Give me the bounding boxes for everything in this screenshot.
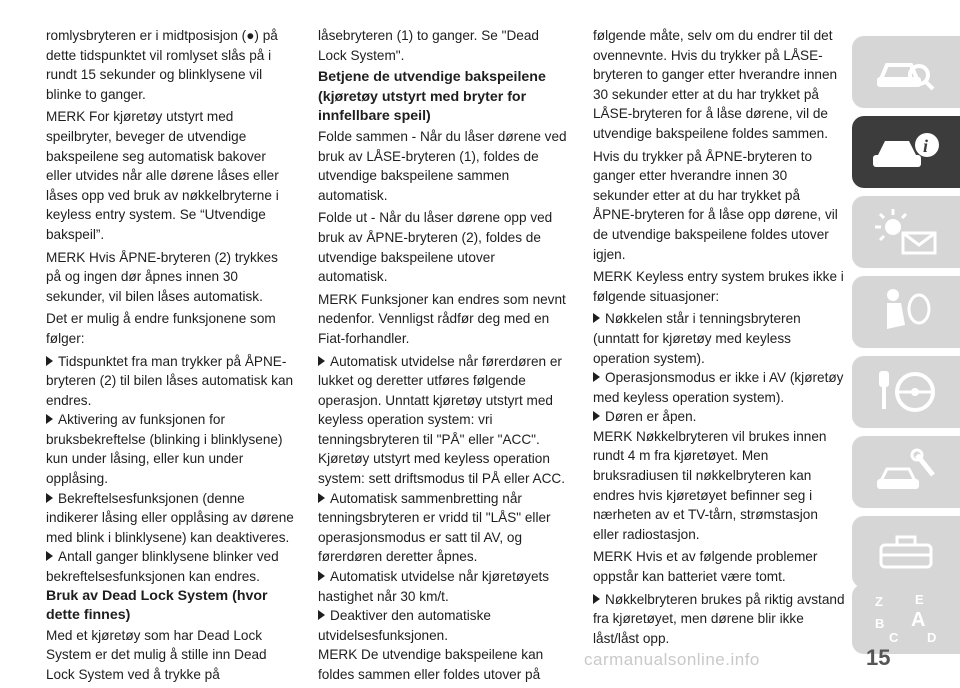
paragraph-text: Betjene de utvendige bakspeilene (kjøretøy utstyrt med bryter for innfellbare speil) (318, 69, 546, 125)
bullet-arrow-icon (593, 407, 605, 427)
bullet-item (593, 590, 845, 649)
paragraph-text: Bekreftelsesfunksjonen (denne indikerer låsing eller opplåsing av dørene med blink i blinklysene) kan deaktiveres. (46, 490, 294, 545)
paragraph-text: følgende måte, selv om du endrer til det ovennevnte. Hvis du trykker på LÅSE-bryteren to ganger etter hverandre innen 30 sekunder etter at du har trykket på LÅSE-bryteren for å låse dørene, vil de utvendige bakspeilene foldes sammen. (593, 28, 838, 141)
section-heading (318, 68, 568, 127)
paragraph (318, 127, 568, 205)
paragraph-text: Hvis du trykker på ÅPNE-bryteren to ganger etter hverandre innen 30 sekunder etter at du har trykket på ÅPNE-bryteren for å låse opp dørene, vil de utvendige bakspeilene foldes utover igjen. (593, 148, 838, 262)
bullet-item (593, 309, 845, 368)
index-letter: A (911, 609, 926, 631)
bullet-item (318, 567, 568, 606)
text-column-2 (318, 26, 568, 688)
svg-text:i: i (923, 136, 929, 156)
bullet-arrow-icon (318, 606, 330, 626)
bullet-arrow-icon (46, 547, 58, 567)
paragraph-text: Tidspunktet fra man trykker på ÅPNE-bryteren (2) til bilen låses automatisk kan endres. (46, 353, 294, 408)
paragraph-text: MERK Hvis ÅPNE-bryteren (2) trykkes på og ingen dør åpnes innen 30 sekunder, vil bilen låses automatisk. (46, 249, 278, 304)
index-letter: E (915, 592, 924, 607)
text-column-1 (46, 26, 294, 688)
paragraph (46, 107, 294, 244)
bullet-item (318, 352, 568, 489)
paragraph (318, 26, 568, 65)
paragraph-text: Nøkkelbryteren brukes på riktig avstand fra kjøretøyet, men dørene blir ikke låst/låst opp. (593, 591, 845, 646)
tab-tools[interactable] (852, 516, 960, 588)
bullet-item (593, 368, 845, 407)
bullet-item (593, 407, 845, 427)
tab-warning-lights[interactable] (852, 196, 960, 268)
tab-airbag-seat[interactable] (852, 276, 960, 348)
paragraph-text: Automatisk utvidelse når førerdøren er lukket og deretter utføres følgende operasjon. Unntatt kjøretøy utstyrt med keyless operation system: vri tenningsbryteren til "PÅ" eller "ACC". Kjøretøy utstyrt med keyless operation system: sett driftsmodus til PÅ eller ACC. (318, 353, 566, 487)
tab-steering-key[interactable] (852, 356, 960, 428)
bullet-arrow-icon (318, 352, 330, 372)
bullet-item (46, 352, 294, 411)
car-search-icon (871, 45, 941, 99)
paragraph-text: låsebryteren (1) to ganger. Se "Dead Lock System". (318, 28, 539, 63)
paragraph (318, 645, 568, 684)
paragraph-text: Nøkkelen står i tenningsbryteren (unntatt for kjøretøy med keyless operation system). (593, 311, 801, 366)
index-letter: B (875, 616, 885, 631)
chapter-sidebar (852, 36, 960, 645)
paragraph-text: Folde sammen - Når du låser dørene ved bruk av LÅSE-bryteren (1), foldes de utvendige bakspeilene sammen automatisk. (318, 128, 567, 203)
airbag-seat-icon (871, 285, 941, 339)
bullet-arrow-icon (46, 489, 58, 509)
tab-car-info[interactable] (852, 116, 960, 188)
warning-lights-icon (871, 205, 941, 259)
index-letter: C (889, 630, 899, 645)
bullet-arrow-icon (46, 410, 58, 430)
paragraph-text: MERK For kjøretøy utstyrt med speilbryter, beveger de utvendige bakspeilene seg automatisk bakover eller utvides når alle dørene låses eller låses opp ved bruk av nøkkelbryterne i keyless entry system. Se “Utvendige bakspeil”. (46, 109, 279, 242)
index-letter: D (927, 630, 937, 645)
paragraph (46, 26, 294, 104)
bullet-arrow-icon (46, 352, 58, 372)
paragraph (46, 626, 294, 685)
bullet-item (46, 489, 294, 548)
paragraph (593, 547, 845, 586)
paragraph (46, 309, 294, 348)
paragraph (318, 290, 568, 349)
paragraph-text: Bruk av Dead Lock System (hvor dette finnes) (46, 587, 268, 624)
paragraph-text: Operasjonsmodus er ikke i AV (kjøretøy med keyless operation system). (593, 370, 844, 405)
tab-index[interactable] (852, 584, 960, 654)
watermark: carmanualsonline.info (584, 650, 760, 669)
tools-icon (871, 525, 941, 579)
index-letters-icon (871, 592, 941, 646)
paragraph-text: MERK Funksjoner kan endres som nevnt nedenfor. Vennligst rådfør deg med en Fiat-forhandler. (318, 291, 566, 346)
page-number: 15 (866, 645, 891, 670)
paragraph (593, 267, 845, 306)
tab-car-search[interactable] (852, 36, 960, 108)
bullet-arrow-icon (593, 590, 605, 610)
paragraph-text: romlysbryteren er i midtposisjon (●) på dette tidspunktet vil romlyset slås på i rundt 15 sekunder og blinklysene vil blinke to ganger. (46, 28, 278, 102)
bullet-arrow-icon (318, 489, 330, 509)
paragraph-text: MERK Nøkkelbryteren vil brukes innen rundt 4 m fra kjøretøyet. Men bruksradiusen til nøkkelbryteren kan endres hvis kjøretøyet befinner seg i nærheten av et TV-tårn, strømstasjon eller radiostasjon. (593, 428, 827, 542)
section-heading (46, 587, 294, 626)
text-column-3 (593, 26, 845, 648)
car-info-icon (871, 125, 941, 179)
paragraph-text: Deaktiver den automatiske utvidelsesfunksjonen. (318, 608, 491, 643)
paragraph (318, 208, 568, 286)
paragraph-text: Automatisk utvidelse når kjøretøyets hastighet når 30 km/t. (318, 569, 550, 604)
bullet-item (318, 489, 568, 567)
bullet-item (318, 606, 568, 645)
paragraph-text: Det er mulig å endre funksjonene som følger: (46, 311, 276, 346)
paragraph (593, 147, 845, 265)
paragraph-text: Med et kjøretøy som har Dead Lock System er det mulig å stille inn Dead Lock System ved å trykke på (46, 627, 267, 682)
paragraph-text: MERK De utvendige bakspeilene kan foldes sammen eller foldes utover på (318, 647, 544, 682)
index-letter: Z (875, 594, 883, 609)
bullet-arrow-icon (593, 368, 605, 388)
paragraph (593, 427, 845, 545)
bullet-item (46, 547, 294, 586)
paragraph-text: Folde ut - Når du låser dørene opp ved bruk av ÅPNE-bryteren (2), foldes de utvendige bakspeilene utover automatisk. (318, 210, 553, 285)
paragraph-text: MERK Hvis et av følgende problemer oppstår kan batteriet være tomt. (593, 549, 818, 585)
paragraph-text: Automatisk sammenbretting når tenningsbryteren er vridd til "LÅS" eller operasjonsmodus er satt til AV, og førerdøren deretter åpnes. (318, 490, 551, 565)
bullet-arrow-icon (318, 567, 330, 587)
paragraph-text: Aktivering av funksjonen for bruksbekreftelse (blinking i blinklysene) kun under låsing, eller kun under opplåsing. (46, 412, 283, 487)
wrench-car-icon (871, 445, 941, 499)
bullet-item (46, 410, 294, 488)
paragraph-text: MERK Keyless entry system brukes ikke i følgende situasjoner: (593, 269, 844, 304)
paragraph (46, 248, 294, 307)
tab-wrench-car[interactable] (852, 436, 960, 508)
bullet-arrow-icon (593, 309, 605, 329)
steering-wheel-key-icon (871, 365, 941, 419)
paragraph (593, 26, 845, 144)
paragraph-text: Antall ganger blinklysene blinker ved bekreftelsesfunksjonen kan endres. (46, 549, 279, 585)
paragraph-text: Døren er åpen. (605, 409, 697, 425)
